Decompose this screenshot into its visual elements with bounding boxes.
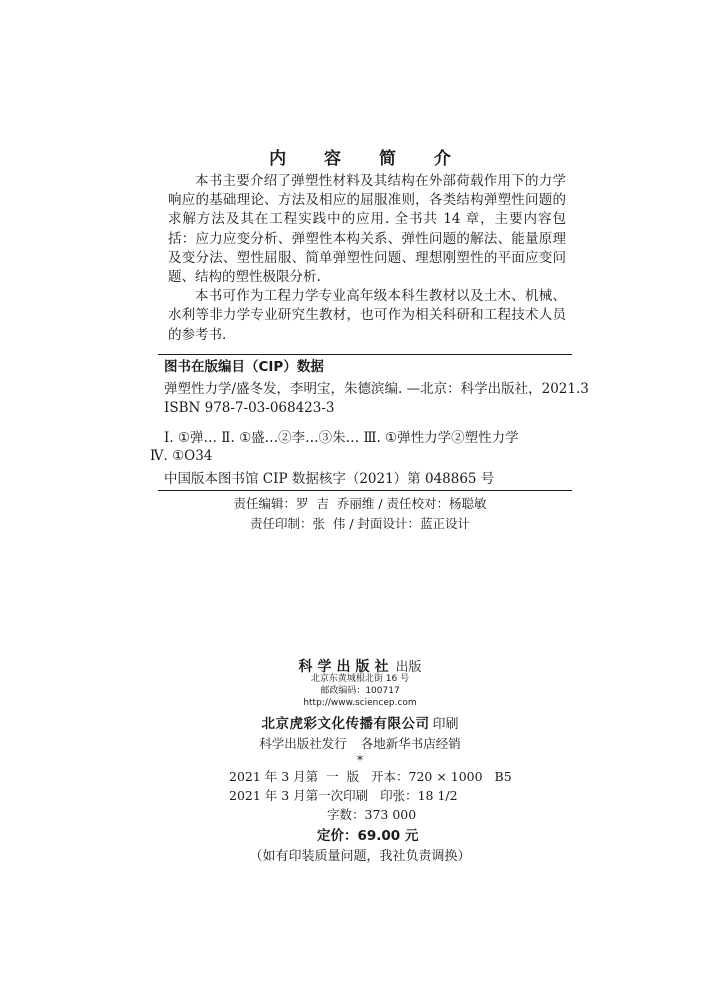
cip-isbn: ISBN 978-7-03-068423-3 <box>164 400 335 416</box>
word-count-line: 字数：373 000 <box>327 807 417 822</box>
production-credits: 责任印制：张 伟 / 封面设计：蓝正设计 <box>249 516 471 531</box>
publisher-website: http://www.sciencep.com <box>303 698 417 708</box>
cip-heading: 图书在版编目（CIP）数据 <box>164 359 324 375</box>
editor-credits: 责任编辑：罗 吉 乔丽维 / 责任校对：杨聪敏 <box>233 496 487 511</box>
cip-bibliographic-entry: 弹塑性力学/盛冬发，李明宝，朱德滨编. —北京：科学出版社，2021.3 <box>164 381 589 397</box>
printer-suffix: 印刷 <box>432 717 459 732</box>
publisher-postcode: 邮政编码：100717 <box>320 686 400 696</box>
summary-title: 内 容 简 介 <box>269 149 467 169</box>
cip-bottom-rule <box>158 490 572 491</box>
price-label: 定价：69.00 元 <box>317 828 419 844</box>
cip-classification-code: Ⅳ. ①O34 <box>150 448 213 464</box>
publisher-suffix: 出版 <box>395 660 422 675</box>
cip-top-rule <box>158 354 572 355</box>
summary-paragraph: 本书主要介绍了弹塑性材料及其结构在外部荷载作用下的力学响应的基础理论、方法及相应的屈服准则，各类结构弹塑性问题的求解方法及其在工程实践中的应用. 全书共 14 章，主要内容包括：应力应变分析、弹塑性本构关系、弹性问题的解法、能量原理及变分法、塑性屈服、简单弹塑性问题、理想刚塑性的平面应变问题、结构的塑性极限分析. <box>168 173 566 286</box>
cip-classification: Ⅰ. ①弹… Ⅱ. ①盛…②李…③朱… Ⅲ. ①弹性力学②塑性力学 <box>164 430 519 446</box>
summary-paragraph: 本书可作为工程力学专业高年级本科生教材以及土木、机械、水利等非力学专业研究生教材，也可作为相关科研和工程技术人员的参考书. <box>168 288 566 343</box>
cip-core-number: 中国版本图书馆 CIP 数据核字（2021）第 048865 号 <box>164 471 495 487</box>
publisher-name: 科学出版社 <box>298 659 394 675</box>
summary-body <box>168 172 566 345</box>
distribution-line: 科学出版社发行 各地新华书店经销 <box>259 736 461 751</box>
printing-sheets-line: 2021 年 3 月第一次印刷 印张：18 1/2 <box>229 788 458 803</box>
publisher-address: 北京东黄城根北街 16 号 <box>310 674 410 684</box>
edition-format-line: 2021 年 3 月第 一 版 开本：720 × 1000 B5 <box>229 769 512 784</box>
separator-asterisk: * <box>357 753 363 767</box>
printer-line <box>0 712 720 732</box>
printer-name: 北京虎彩文化传播有限公司 <box>261 716 430 732</box>
publisher-line <box>0 656 720 676</box>
quality-note: （如有印装质量问题，我社负责调换） <box>249 849 471 864</box>
